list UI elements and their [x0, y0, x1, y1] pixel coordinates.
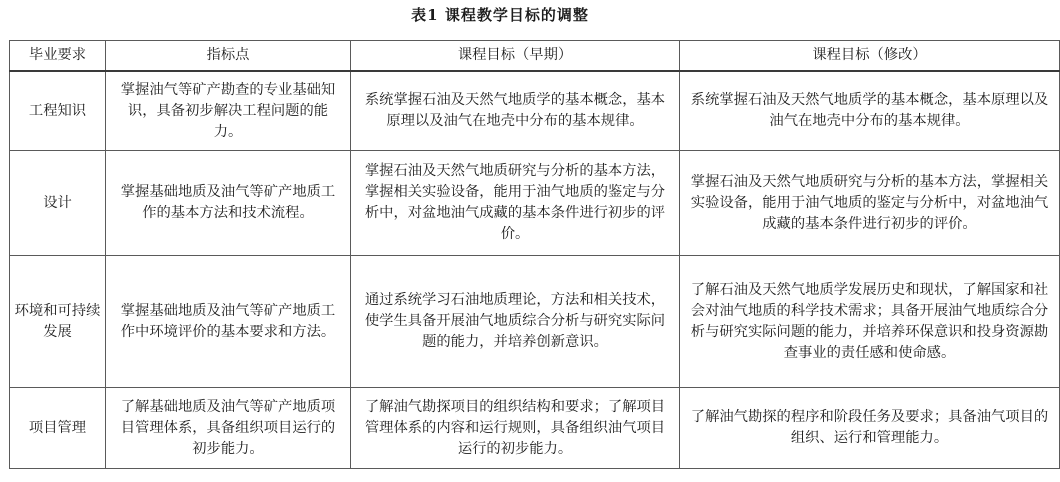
header-requirement: 毕业要求	[10, 41, 106, 72]
early-objective-cell: 了解油气勘探项目的组织结构和要求；了解项目管理体系的内容和运行规则，具备组织油气项目运行的初步能力。	[351, 388, 680, 469]
requirement-cell: 项目管理	[10, 388, 106, 469]
table-header-row	[10, 41, 1060, 72]
revised-objective-cell: 了解油气勘探的程序和阶段任务及要求；具备油气项目的组织、运行和管理能力。	[680, 388, 1060, 469]
requirement-cell: 环境和可持续发展	[10, 256, 106, 388]
table-row	[10, 256, 1060, 388]
early-objective-cell: 掌握石油及天然气地质研究与分析的基本方法，掌握相关实验设备，能用于油气地质的鉴定与分析中，对盆地油气成藏的基本条件进行初步的评价。	[351, 151, 680, 256]
table-row	[10, 71, 1060, 151]
indicator-cell: 掌握油气等矿产勘查的专业基础知识，具备初步解决工程问题的能力。	[106, 71, 351, 151]
header-indicator: 指标点	[106, 41, 351, 72]
requirement-cell: 工程知识	[10, 71, 106, 151]
table-row	[10, 388, 1060, 469]
indicator-cell: 了解基础地质及油气等矿产地质项目管理体系，具备组织项目运行的初步能力。	[106, 388, 351, 469]
revised-objective-cell: 了解石油及天然气地质学发展历史和现状，了解国家和社会对油气地质的科学技术需求；具备开展油气地质综合分析与研究实际问题的能力，并培养环保意识和投身资源勘查事业的责任感和使命感。	[680, 256, 1060, 388]
table-caption: 表1 课程教学目标的调整	[411, 6, 589, 24]
requirement-cell: 设计	[10, 151, 106, 256]
header-early-objective: 课程目标（早期）	[351, 41, 680, 72]
revised-objective-cell: 系统掌握石油及天然气地质学的基本概念，基本原理以及油气在地壳中分布的基本规律。	[680, 71, 1060, 151]
table-row	[10, 151, 1060, 256]
header-revised-objective: 课程目标（修改）	[680, 41, 1060, 72]
indicator-cell: 掌握基础地质及油气等矿产地质工作的基本方法和技术流程。	[106, 151, 351, 256]
revised-objective-cell: 掌握石油及天然气地质研究与分析的基本方法，掌握相关实验设备，能用于油气地质的鉴定与分析中，对盆地油气成藏的基本条件进行初步的评价。	[680, 151, 1060, 256]
course-objectives-table	[9, 40, 1060, 469]
early-objective-cell: 通过系统学习石油地质理论，方法和相关技术，使学生具备开展油气地质综合分析与研究实际问题的能力，并培养创新意识。	[351, 256, 680, 388]
early-objective-cell: 系统掌握石油及天然气地质学的基本概念，基本原理以及油气在地壳中分布的基本规律。	[351, 71, 680, 151]
indicator-cell: 掌握基础地质及油气等矿产地质工作中环境评价的基本要求和方法。	[106, 256, 351, 388]
